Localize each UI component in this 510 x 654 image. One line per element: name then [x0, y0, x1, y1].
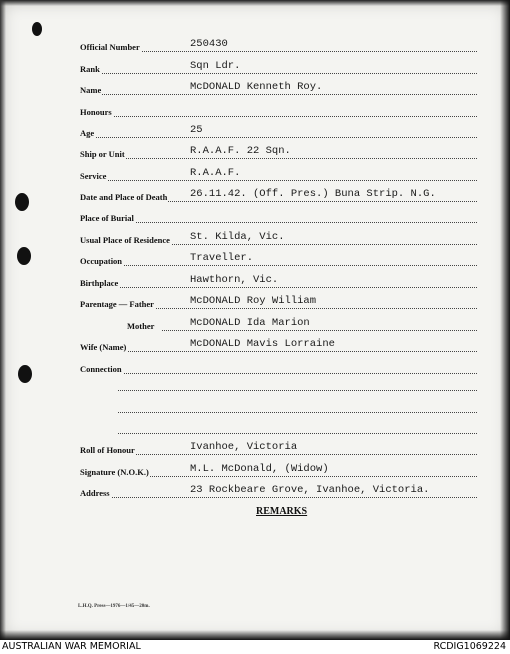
field-label: Connection — [80, 364, 122, 374]
field-birthplace — [80, 274, 477, 290]
field-honours — [80, 103, 477, 119]
field-label: Address — [80, 488, 110, 498]
scan-edge-left — [0, 0, 6, 640]
field-label: Service — [80, 171, 107, 181]
archive-footer — [0, 640, 510, 654]
field-label: Name — [80, 85, 102, 95]
field-date-place-of-death — [80, 188, 477, 204]
archive-name: AUSTRALIAN WAR MEMORIAL — [2, 641, 141, 652]
field-label: Roll of Honour — [80, 445, 135, 455]
field-connection — [80, 360, 477, 376]
punch-hole — [18, 365, 32, 383]
field-value: Hawthorn, Vic. — [190, 274, 279, 286]
field-rank — [80, 60, 477, 76]
field-value: 25 — [190, 124, 203, 136]
field-label: Mother — [127, 321, 155, 331]
field-label: Place of Burial — [80, 213, 134, 223]
field-value: 23 Rockbeare Grove, Ivanhoe, Victoria. — [190, 484, 430, 496]
field-place-of-burial — [80, 209, 477, 225]
field-value: R.A.A.F. 22 Sqn. — [190, 145, 291, 157]
field-roll-of-honour — [80, 441, 477, 457]
field-label: Wife (Name) — [80, 342, 127, 352]
scan-edge-right — [500, 0, 510, 640]
field-value: McDONALD Ida Marion — [190, 317, 310, 329]
field-label: Age — [80, 128, 95, 138]
field-value: M.L. McDonald, (Widow) — [190, 463, 329, 475]
field-value: Traveller. — [190, 252, 254, 264]
field-label: Signature (N.O.K.) — [80, 467, 149, 477]
field-mother — [80, 317, 477, 333]
field-address — [80, 484, 477, 500]
field-signature — [80, 463, 477, 479]
connection-extra-line — [118, 412, 477, 413]
field-value: McDONALD Mavis Lorraine — [190, 338, 335, 350]
field-value: St. Kilda, Vic. — [190, 231, 285, 243]
field-occupation — [80, 252, 477, 268]
field-age — [80, 124, 477, 140]
punch-hole — [15, 193, 29, 211]
field-value: Ivanhoe, Victoria — [190, 441, 298, 453]
printer-imprint: L.H.Q. Press—1976—1/45—20m. — [78, 604, 150, 609]
connection-extra-line — [118, 433, 477, 434]
field-label: Rank — [80, 64, 100, 74]
field-usual-residence — [80, 231, 477, 247]
archive-reference: RCDIG1069224 — [433, 641, 506, 652]
field-value: McDONALD Kenneth Roy. — [190, 81, 323, 93]
field-label: Birthplace — [80, 278, 119, 288]
scan-edge-bottom — [0, 630, 510, 640]
field-label: Official Number — [80, 42, 140, 52]
field-value: 26.11.42. (Off. Pres.) Buna Strip. N.G. — [190, 188, 436, 200]
field-name — [80, 81, 477, 97]
punch-hole — [32, 22, 42, 36]
field-official-number — [80, 38, 477, 54]
field-label: Ship or Unit — [80, 149, 125, 159]
field-ship-or-unit — [80, 145, 477, 161]
field-value: R.A.A.F. — [190, 167, 241, 179]
field-service — [80, 167, 477, 183]
field-label: Date and Place of Death — [80, 192, 168, 202]
field-label: Usual Place of Residence — [80, 235, 170, 245]
field-label: Honours — [80, 107, 112, 117]
field-value: 250430 — [190, 38, 228, 50]
field-value: Sqn Ldr. — [190, 60, 241, 72]
scan-edge-top — [0, 0, 510, 6]
field-value: McDONALD Roy William — [190, 295, 317, 307]
connection-extra-line — [118, 390, 477, 391]
field-wife — [80, 338, 477, 354]
remarks-heading: REMARKS — [256, 506, 308, 517]
field-label: Occupation — [80, 256, 123, 266]
punch-hole — [17, 247, 31, 265]
field-label: Parentage — Father — [80, 299, 154, 309]
field-father — [80, 295, 477, 311]
